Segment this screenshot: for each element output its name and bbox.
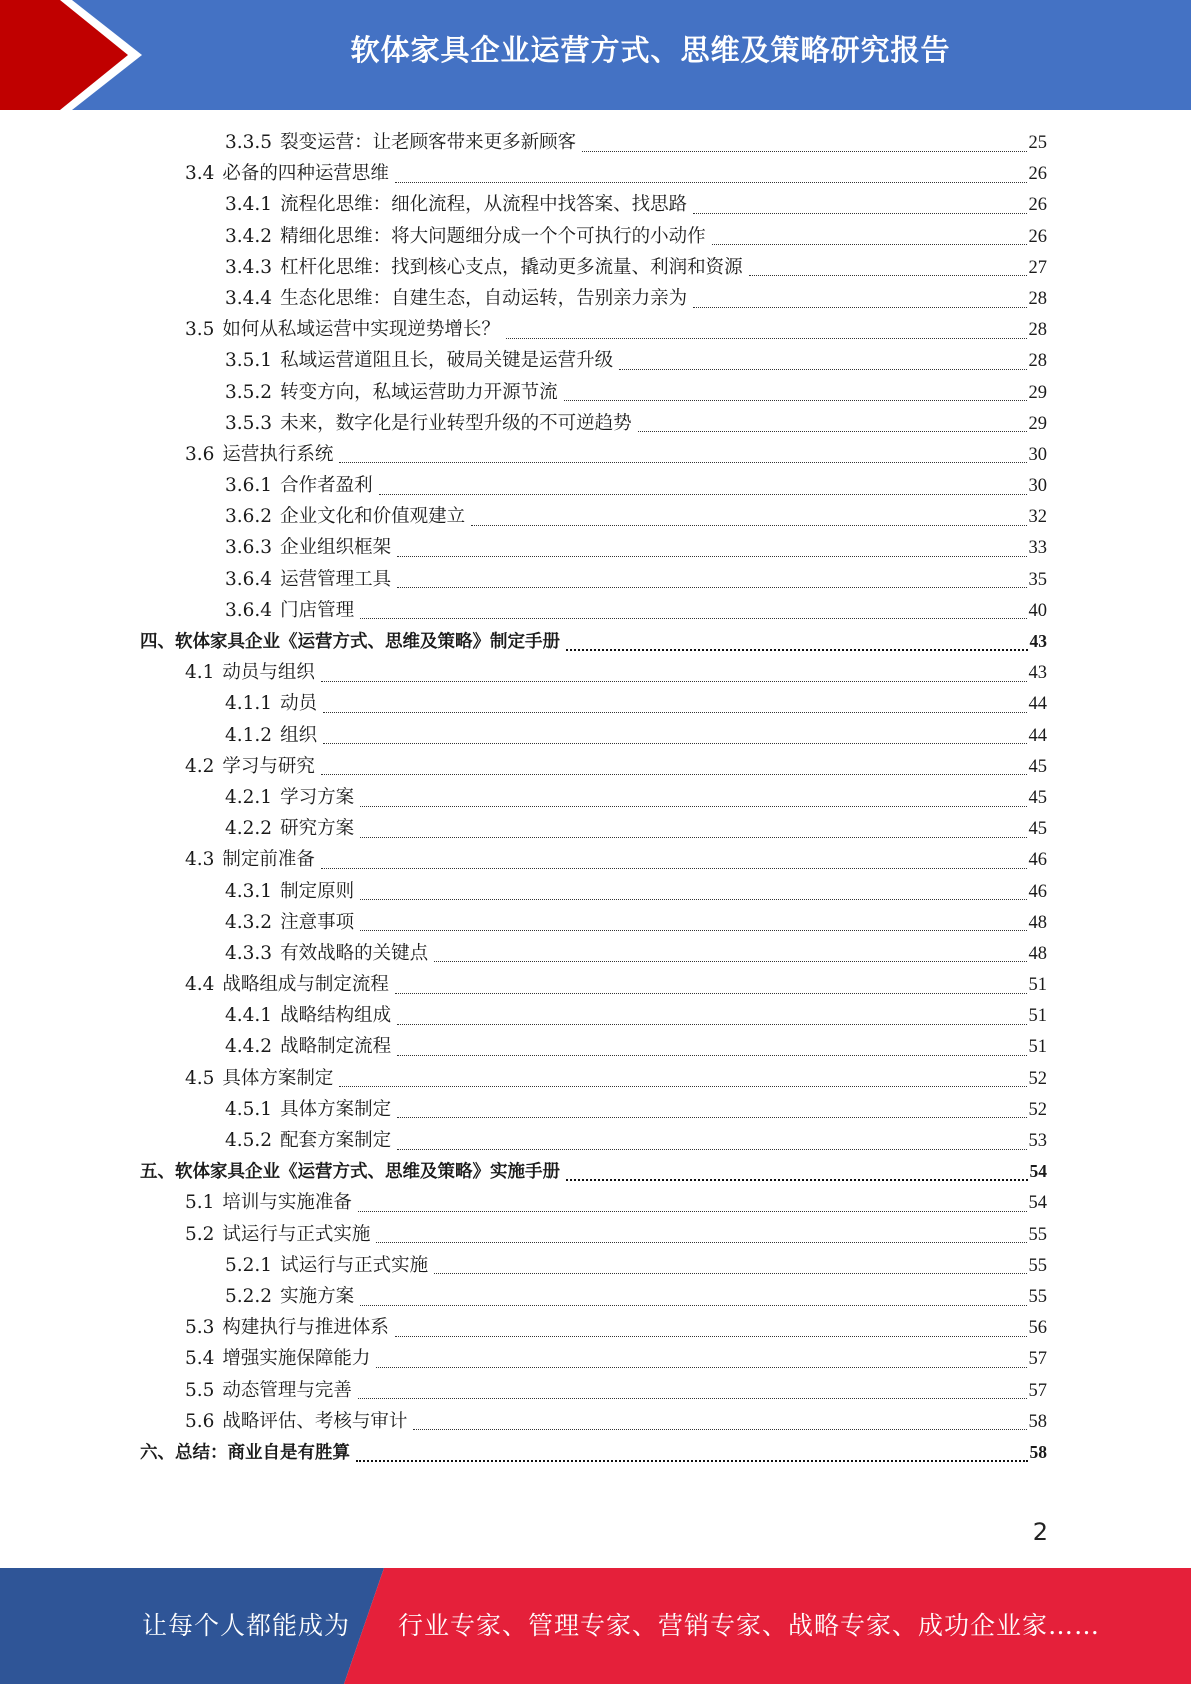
toc-entry[interactable] <box>140 221 1047 252</box>
toc-entry[interactable] <box>140 1312 1047 1343</box>
toc-dot-leader <box>397 1148 1026 1150</box>
toc-entry-number: 3.4.4 <box>225 287 273 309</box>
toc-entry-title: 制定原则 <box>280 880 355 902</box>
toc-entry-title: 四、软体家具企业《运营方式、思维及策略》制定手册 <box>140 632 560 652</box>
toc-entry[interactable] <box>140 1063 1047 1094</box>
toc-entry-title: 杠杆化思维：找到核心支点，撬动更多流量、利润和资源 <box>280 256 743 278</box>
toc-entry[interactable] <box>140 532 1047 563</box>
toc-entry-number: 4.1 <box>185 662 215 684</box>
toc-entry[interactable] <box>140 1125 1047 1156</box>
toc-entry-title: 制定前准备 <box>222 849 315 871</box>
toc-entry[interactable] <box>140 1343 1047 1374</box>
toc-entry-page: 29 <box>1028 413 1047 434</box>
toc-entry-number: 4.5.2 <box>225 1130 273 1151</box>
toc-entry-title: 具体方案制定 <box>222 1067 334 1089</box>
toc-dot-leader <box>360 836 1026 838</box>
toc-entry-page: 30 <box>1028 476 1047 497</box>
toc-entry-title: 未来，数字化是行业转型升级的不可逆趋势 <box>280 412 632 434</box>
toc-entry[interactable] <box>140 688 1047 719</box>
toc-entry-title: 试运行与正式实施 <box>222 1223 371 1245</box>
toc-dot-leader <box>582 150 1026 152</box>
toc-entry-title: 战略制定流程 <box>280 1036 392 1058</box>
toc-dot-leader <box>395 181 1027 183</box>
toc-entry[interactable] <box>140 844 1047 875</box>
toc-entry-title: 战略组成与制定流程 <box>222 974 389 996</box>
toc-entry-number: 4.1.1 <box>225 693 273 715</box>
toc-entry-title: 六、总结：商业自是有胜算 <box>140 1442 350 1463</box>
toc-entry-number: 4.3.3 <box>225 942 273 964</box>
toc-dot-leader <box>339 1085 1026 1087</box>
toc-entry-page: 43 <box>1028 663 1047 684</box>
toc-entry[interactable] <box>140 345 1047 376</box>
toc-entry-title: 研究方案 <box>280 818 355 840</box>
toc-entry-page: 48 <box>1028 943 1047 964</box>
toc-entry-page: 52 <box>1028 1068 1047 1089</box>
toc-entry-number: 3.6.1 <box>225 475 273 497</box>
toc-entry-number: 4.3.2 <box>225 911 273 933</box>
toc-entry-number: 3.3.5 <box>225 132 273 153</box>
toc-entry-title: 学习与研究 <box>222 755 315 777</box>
toc-entry-title: 具体方案制定 <box>280 1098 392 1120</box>
toc-entry-number: 5.5 <box>185 1379 215 1401</box>
toc-entry-page: 57 <box>1028 1380 1047 1401</box>
toc-entry-number: 3.6.4 <box>225 599 273 621</box>
toc-entry[interactable] <box>140 657 1047 688</box>
toc-entry-page: 57 <box>1028 1349 1047 1370</box>
toc-entry-number: 3.6.3 <box>225 537 273 559</box>
toc-dot-leader <box>360 617 1026 619</box>
toc-dot-leader <box>356 1459 1028 1462</box>
toc-entry-page: 51 <box>1028 1037 1047 1058</box>
toc-entry-page: 58 <box>1029 1441 1047 1462</box>
toc-entry-page: 28 <box>1028 288 1047 309</box>
toc-entry-number: 5.2.2 <box>225 1285 273 1307</box>
toc-entry-title: 门店管理 <box>280 599 355 621</box>
toc-entry-title: 转变方向，私域运营助力开源节流 <box>280 381 558 403</box>
toc-entry-page: 26 <box>1028 164 1047 185</box>
toc-entry-title: 生态化思维：自建生态，自动运转，告别亲力亲为 <box>280 287 688 309</box>
toc-entry-title: 企业文化和价值观建立 <box>280 506 466 528</box>
toc-dot-leader <box>693 306 1026 308</box>
toc-entry-number: 4.4 <box>185 974 215 996</box>
toc-entry[interactable] <box>140 969 1047 1000</box>
toc-entry-title: 注意事项 <box>280 911 355 933</box>
toc-entry[interactable] <box>140 782 1047 813</box>
page-header <box>0 0 1191 110</box>
toc-entry[interactable] <box>140 1156 1047 1187</box>
toc-entry-title: 合作者盈利 <box>280 475 373 497</box>
toc-entry-page: 28 <box>1028 351 1047 372</box>
toc-dot-leader <box>395 992 1027 994</box>
toc-entry-page: 25 <box>1028 133 1047 153</box>
toc-entry-page: 45 <box>1028 756 1047 777</box>
toc-entry-page: 58 <box>1028 1411 1047 1432</box>
toc-entry-number: 4.2 <box>185 755 215 777</box>
toc-entry-title: 五、软体家具企业《运营方式、思维及策略》实施手册 <box>140 1162 560 1183</box>
toc-entry-number: 3.6.2 <box>225 506 273 528</box>
toc-entry-page: 45 <box>1028 819 1047 840</box>
toc-entry-title: 组织 <box>280 724 318 746</box>
toc-dot-leader <box>712 243 1027 245</box>
toc-dot-leader <box>358 1397 1027 1399</box>
toc-entry-number: 5.2 <box>185 1223 215 1245</box>
toc-entry-page: 28 <box>1028 320 1047 341</box>
toc-entry[interactable] <box>140 595 1047 626</box>
toc-entry-title: 运营执行系统 <box>222 443 334 465</box>
toc-entry[interactable] <box>140 189 1047 220</box>
toc-dot-leader <box>638 430 1027 432</box>
toc-entry-page: 43 <box>1029 631 1047 651</box>
toc-entry-page: 52 <box>1028 1099 1047 1120</box>
toc-entry[interactable] <box>140 626 1047 657</box>
toc-dot-leader <box>339 461 1026 463</box>
toc-dot-leader <box>360 805 1026 807</box>
toc-entry-title: 配套方案制定 <box>280 1130 392 1151</box>
toc-dot-leader <box>397 1054 1026 1056</box>
toc-entry-page: 55 <box>1028 1224 1047 1245</box>
toc-entry[interactable] <box>140 470 1047 501</box>
toc-entry-title: 流程化思维：细化流程，从流程中找答案、找思路 <box>280 194 688 216</box>
toc-entry-title: 动员 <box>280 693 318 715</box>
toc-dot-leader <box>749 274 1027 276</box>
toc-entry[interactable] <box>140 1406 1047 1437</box>
toc-entry[interactable] <box>140 1031 1047 1062</box>
toc-entry[interactable] <box>140 127 1047 158</box>
toc-dot-leader <box>434 1272 1026 1274</box>
toc-entry-number: 3.5.1 <box>225 350 273 372</box>
toc-entry[interactable] <box>140 314 1047 345</box>
toc-entry-title: 如何从私域运营中实现逆势增长？ <box>222 319 500 341</box>
toc-entry-title: 运营管理工具 <box>280 568 392 590</box>
toc-entry-number: 3.4.2 <box>225 225 273 247</box>
toc-entry-number: 4.3 <box>185 849 215 871</box>
toc-entry-number: 5.1 <box>185 1192 215 1214</box>
toc-entry-page: 30 <box>1028 444 1047 465</box>
toc-entry-page: 26 <box>1028 226 1047 247</box>
toc-entry-title: 裂变运营：让老顾客带来更多新顾客 <box>280 132 577 153</box>
toc-dot-leader <box>376 1366 1026 1368</box>
toc-dot-leader <box>397 1116 1026 1118</box>
toc-entry[interactable] <box>140 1187 1047 1218</box>
toc-entry-number: 3.5 <box>185 319 215 341</box>
toc-entry[interactable] <box>140 377 1047 408</box>
page-number: 2 <box>1032 1518 1048 1546</box>
toc-entry-page: 27 <box>1028 257 1047 278</box>
toc-entry-page: 53 <box>1028 1131 1047 1151</box>
toc-entry-title: 构建执行与推进体系 <box>222 1317 389 1339</box>
toc-dot-leader <box>323 742 1026 744</box>
toc-entry-page: 45 <box>1028 787 1047 808</box>
toc-entry[interactable] <box>140 751 1047 782</box>
document-title: 软体家具企业运营方式、思维及策略研究报告 <box>350 33 951 67</box>
toc-entry-number: 4.2.2 <box>225 818 273 840</box>
toc-dot-leader <box>566 648 1028 651</box>
toc-entry-number: 4.5.1 <box>225 1098 273 1120</box>
toc-entry-number: 3.5.3 <box>225 412 273 434</box>
toc-entry-title: 企业组织框架 <box>280 537 392 559</box>
toc-entry-number: 4.2.1 <box>225 786 273 808</box>
page-footer <box>0 1568 1191 1684</box>
toc-dot-leader <box>397 1023 1026 1025</box>
toc-entry[interactable] <box>140 1375 1047 1406</box>
toc-entry-title: 战略结构组成 <box>280 1005 392 1027</box>
toc-entry[interactable] <box>140 501 1047 532</box>
toc-dot-leader <box>566 1178 1028 1181</box>
toc-entry[interactable] <box>140 408 1047 439</box>
toc-entry-page: 54 <box>1029 1161 1047 1182</box>
toc-dot-leader <box>564 399 1027 401</box>
footer-slogan-left: 让每个人都能成为 <box>142 1611 351 1640</box>
toc-entry-number: 4.5 <box>185 1067 215 1089</box>
toc-entry-page: 29 <box>1028 382 1047 403</box>
toc-entry-page: 48 <box>1028 912 1047 933</box>
toc-dot-leader <box>360 1304 1026 1306</box>
toc-entry-number: 3.6 <box>185 443 215 465</box>
toc-entry-page: 56 <box>1028 1318 1047 1339</box>
toc-entry[interactable] <box>140 158 1047 189</box>
toc-entry-number: 3.6.4 <box>225 568 273 590</box>
toc-dot-leader <box>434 960 1026 962</box>
toc-dot-leader <box>360 929 1026 931</box>
toc-entry-title: 增强实施保障能力 <box>222 1348 371 1370</box>
toc-dot-leader <box>395 1335 1027 1337</box>
toc-entry-page: 51 <box>1028 1006 1047 1027</box>
toc-entry-page: 33 <box>1028 538 1047 559</box>
toc-dot-leader <box>379 493 1027 495</box>
toc-entry[interactable] <box>140 1219 1047 1250</box>
toc-entry-page: 35 <box>1028 569 1047 590</box>
toc-entry[interactable] <box>140 1281 1047 1312</box>
toc-entry[interactable] <box>140 1094 1047 1125</box>
toc-entry-title: 有效战略的关键点 <box>280 942 429 964</box>
toc-entry-page: 32 <box>1028 507 1047 528</box>
toc-dot-leader <box>321 867 1027 869</box>
toc-entry-page: 55 <box>1028 1286 1047 1307</box>
toc-entry-number: 5.3 <box>185 1317 215 1339</box>
toc-entry-title: 战略评估、考核与审计 <box>222 1410 408 1432</box>
footer-slogan-right: 行业专家、管理专家、营销专家、战略专家、成功企业家…… <box>398 1611 1101 1640</box>
toc-entry-title: 动员与组织 <box>222 662 315 684</box>
toc-entry-number: 4.4.2 <box>225 1036 273 1058</box>
toc-entry[interactable] <box>140 813 1047 844</box>
toc-entry-number: 4.4.1 <box>225 1005 273 1027</box>
toc-dot-leader <box>360 898 1026 900</box>
toc-entry[interactable] <box>140 564 1047 595</box>
toc-entry[interactable] <box>140 907 1047 938</box>
toc-entry-number: 4.1.2 <box>225 724 273 746</box>
toc-dot-leader <box>358 1210 1027 1212</box>
toc-entry-page: 40 <box>1028 600 1047 621</box>
toc-entry-number: 5.2.1 <box>225 1254 273 1276</box>
toc-entry[interactable] <box>140 938 1047 969</box>
toc-entry-page: 26 <box>1028 195 1047 216</box>
toc-entry-title: 培训与实施准备 <box>222 1192 352 1214</box>
toc-entry-page: 44 <box>1028 725 1047 746</box>
toc-entry-title: 动态管理与完善 <box>222 1379 352 1401</box>
toc-entry-page: 51 <box>1028 975 1047 996</box>
toc-entry-number: 3.4 <box>185 163 215 185</box>
toc-entry-number: 5.4 <box>185 1348 215 1370</box>
toc-dot-leader <box>693 212 1026 214</box>
toc-entry-title: 学习方案 <box>280 786 355 808</box>
toc-entry-title: 试运行与正式实施 <box>280 1254 429 1276</box>
toc-dot-leader <box>397 586 1026 588</box>
toc-entry-page: 44 <box>1028 694 1047 715</box>
toc-entry-page: 55 <box>1028 1255 1047 1276</box>
toc-entry-number: 5.6 <box>185 1410 215 1432</box>
toc-dot-leader <box>321 773 1027 775</box>
toc-dot-leader <box>413 1428 1026 1430</box>
toc-entry-number: 3.4.3 <box>225 256 273 278</box>
toc-entry[interactable] <box>140 1000 1047 1031</box>
table-of-contents <box>140 127 1047 1468</box>
toc-dot-leader <box>397 555 1026 557</box>
toc-entry[interactable] <box>140 876 1047 907</box>
toc-dot-leader <box>321 680 1027 682</box>
toc-entry-title: 实施方案 <box>280 1285 355 1307</box>
toc-entry-title: 私域运营道阻且长，破局关键是运营升级 <box>280 350 614 372</box>
toc-entry-number: 3.4.1 <box>225 194 273 216</box>
toc-entry[interactable] <box>140 720 1047 751</box>
toc-entry-page: 46 <box>1028 850 1047 871</box>
toc-entry-page: 46 <box>1028 881 1047 902</box>
toc-entry-title: 精细化思维：将大问题细分成一个个可执行的小动作 <box>280 225 706 247</box>
toc-dot-leader <box>471 524 1026 526</box>
toc-dot-leader <box>619 368 1026 370</box>
toc-entry[interactable] <box>140 1250 1047 1281</box>
toc-entry[interactable] <box>140 1437 1047 1468</box>
toc-entry[interactable] <box>140 439 1047 470</box>
toc-entry-number: 3.5.2 <box>225 381 273 403</box>
toc-dot-leader <box>376 1241 1026 1243</box>
toc-entry[interactable] <box>140 252 1047 283</box>
toc-entry-title: 必备的四种运营思维 <box>222 163 389 185</box>
toc-entry-number: 4.3.1 <box>225 880 273 902</box>
toc-entry[interactable] <box>140 283 1047 314</box>
toc-dot-leader <box>506 337 1027 339</box>
toc-entry-page: 54 <box>1028 1193 1047 1214</box>
toc-dot-leader <box>323 711 1026 713</box>
